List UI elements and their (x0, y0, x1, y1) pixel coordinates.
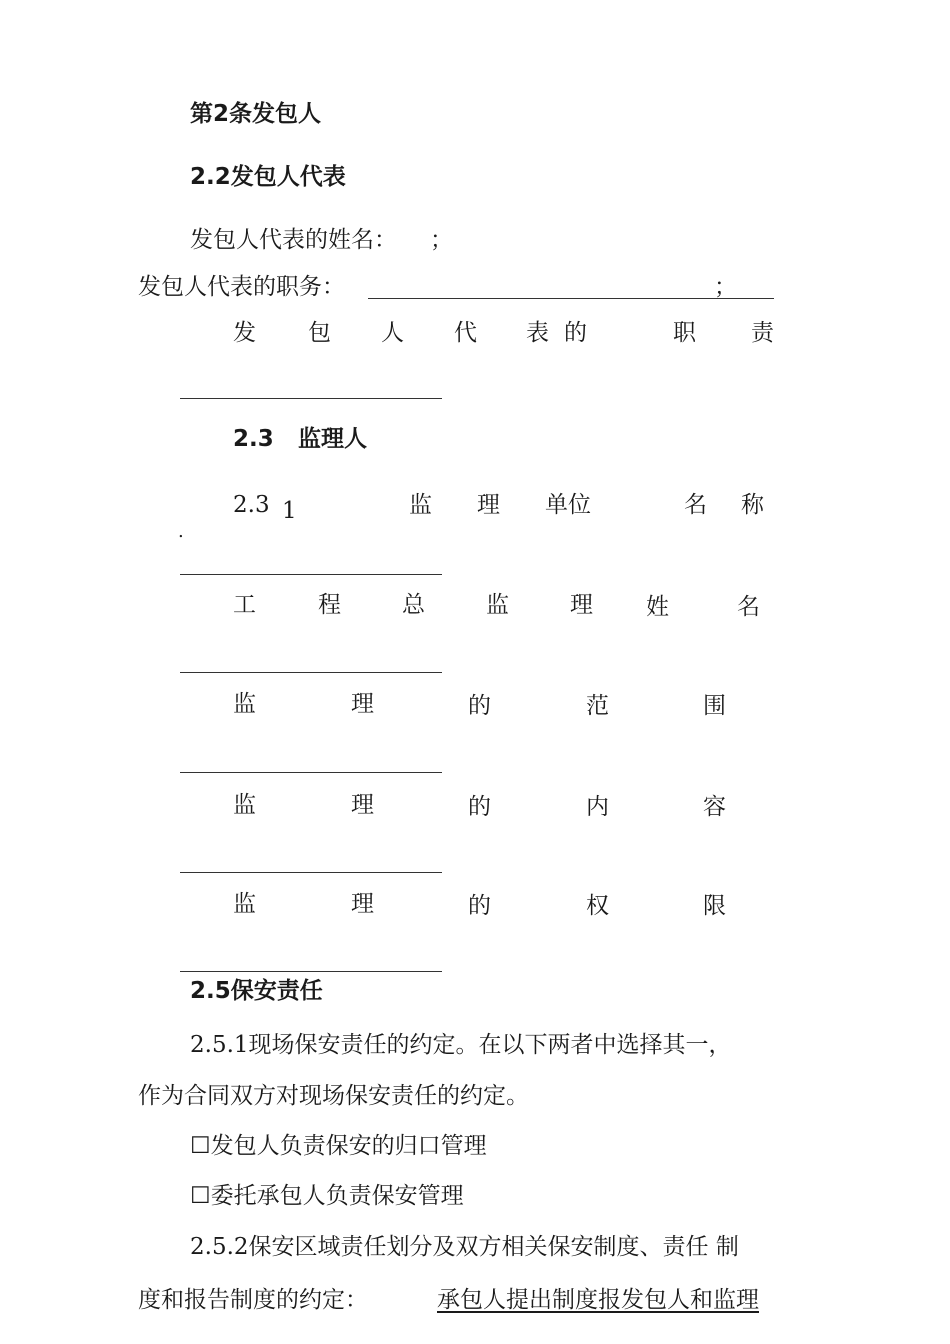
rep-post-label: 发包人代表的职务： (138, 274, 345, 300)
content-char: 容 (703, 794, 726, 820)
scope-char: 围 (703, 693, 726, 719)
content-blank-line (180, 872, 442, 873)
p252-line2: 度和报告制度的约定： (138, 1287, 368, 1313)
rep-duty-char: 表 (526, 320, 549, 346)
p252-line1: 2.5.2保安区域责任划分及双方相关保安制度、责任 制 (190, 1234, 739, 1260)
rep-duty-blank-line (180, 398, 442, 399)
rep-duty-char: 代 (454, 320, 477, 346)
section-2-2-heading: 2.2发包人代表 (190, 164, 346, 190)
scope-char: 的 (468, 693, 491, 719)
content-char: 的 (468, 794, 491, 820)
scope-char: 理 (351, 691, 374, 717)
scope-blank-line (180, 772, 442, 773)
rep-name-end: ； (430, 227, 453, 253)
content-char: 内 (586, 794, 609, 820)
p251-line2: 作为合同双方对现场保安责任的约定。 (138, 1083, 529, 1109)
authority-char: 监 (233, 891, 256, 917)
authority-char: 限 (703, 893, 726, 919)
scope-char: 监 (233, 691, 256, 717)
section-2-5-heading: 2.5保安责任 (190, 978, 323, 1004)
article-2-heading: 第2条发包人 (190, 101, 322, 127)
p251-line1: 2.5.1现场保安责任的约定。在以下两者中选择其一， (190, 1032, 732, 1058)
rep-duty-char: 人 (381, 320, 404, 346)
supervisor-unit-char: 监 (409, 492, 432, 518)
content-char: 监 (233, 792, 256, 818)
chief-supervisor-blank-line (180, 672, 442, 673)
supervisor-unit-char: 名 (684, 492, 707, 518)
item-2-3-1-sub: 1 (282, 498, 297, 524)
supervisor-unit-blank-line (180, 574, 442, 575)
authority-char: 的 (468, 893, 491, 919)
authority-char: 权 (586, 893, 609, 919)
rep-duty-char: 的 (564, 320, 587, 346)
rep-duty-char: 发 (233, 320, 256, 346)
chief-supervisor-char: 姓 (646, 594, 669, 620)
supervisor-unit-char: 称 (741, 492, 764, 518)
option-employer-security: ☐发包人负责保安的归口管理 (190, 1133, 487, 1159)
authority-blank-line (180, 971, 442, 972)
chief-supervisor-char: 工 (233, 592, 256, 618)
chief-supervisor-char: 理 (570, 592, 593, 618)
rep-duty-char: 职 (673, 320, 696, 346)
chief-supervisor-char: 名 (737, 594, 760, 620)
chief-supervisor-char: 程 (318, 592, 341, 618)
rep-name-label: 发包人代表的姓名： (190, 227, 397, 253)
supervisor-unit-char: 理 (477, 492, 500, 518)
option-contractor-security: ☐委托承包人负责保安管理 (190, 1183, 464, 1209)
section-2-3-number: 2.3 (233, 426, 274, 452)
scope-char: 范 (586, 693, 609, 719)
chief-supervisor-char: 监 (486, 592, 509, 618)
section-2-3-title: 监理人 (298, 426, 367, 452)
item-2-3-1-number: 2.3 (233, 492, 270, 518)
rep-duty-char: 责 (751, 320, 774, 346)
rep-duty-char: 包 (308, 320, 331, 346)
item-2-3-1-dot: . (178, 521, 184, 542)
chief-supervisor-char: 总 (402, 592, 425, 618)
authority-char: 理 (351, 891, 374, 917)
p252-answer: 承包人提出制度报发包人和监理 (437, 1287, 759, 1313)
rep-post-end: ； (714, 274, 737, 300)
supervisor-unit-char: 单位 (545, 492, 591, 518)
content-char: 理 (351, 792, 374, 818)
